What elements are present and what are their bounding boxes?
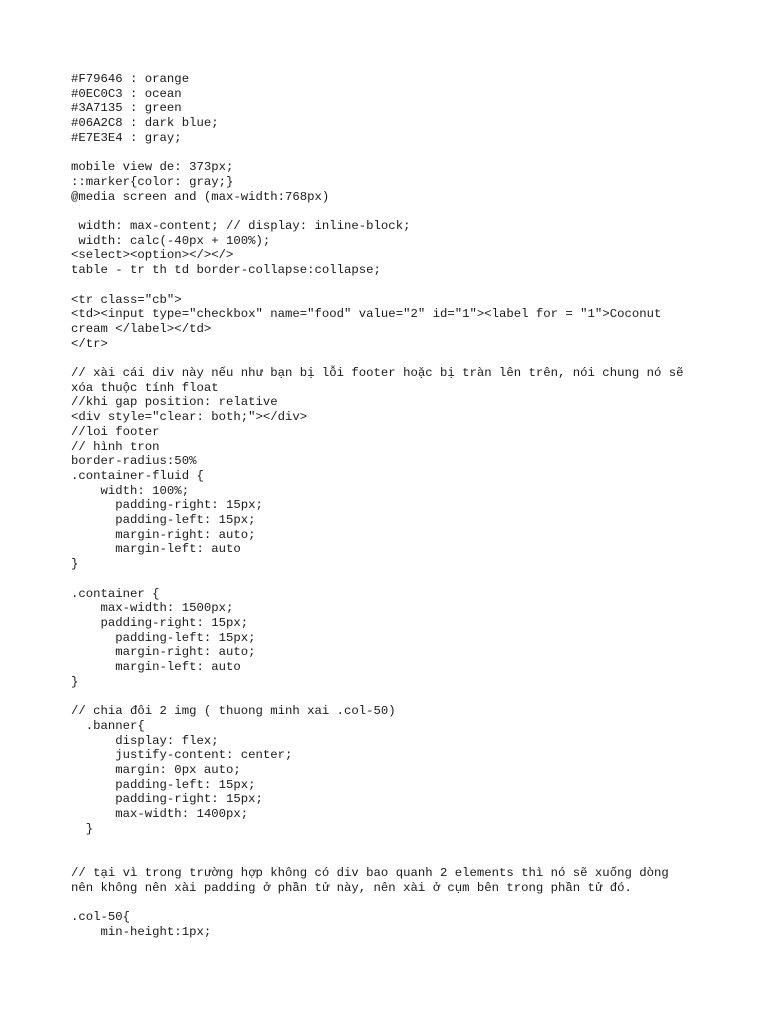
document-line: padding-left: 15px;: [71, 513, 256, 528]
document-line: display: flex;: [71, 733, 219, 748]
document-line: #F79646 : orange: [71, 72, 190, 86]
document-line: [71, 689, 711, 704]
document-line: //khi gap position: relative: [71, 395, 278, 410]
document-line: #3A7135 : green: [71, 101, 182, 116]
document-line: #E7E3E4 : gray;: [71, 130, 182, 145]
document-line: // tại vì trong trường hợp không có div bao quanh 2 elements thì nó sẽ xuống dòng: [71, 865, 669, 880]
document-line: .col-50{: [71, 909, 131, 924]
document-line: // xài cái div này nếu như bạn bị lỗi footer hoặc bị tràn lên trên, nói chung nó sẽ: [71, 366, 684, 380]
document-line: [71, 204, 711, 219]
document-line: margin-left: auto: [71, 542, 241, 557]
document-line: //loi footer: [71, 424, 160, 439]
document-line: #0EC0C3 : ocean: [71, 86, 182, 101]
document-line: .container {: [71, 586, 160, 601]
document-line: [71, 895, 711, 910]
document-line: width: max-content; // display: inline-block;: [71, 219, 411, 233]
document-line: margin-right: auto;: [71, 527, 256, 542]
document-line: padding-left: 15px;: [71, 777, 256, 792]
document-line: <select><option></></>: [71, 248, 234, 263]
document-text: [71, 72, 711, 939]
document-line: padding-right: 15px;: [71, 792, 263, 807]
document-line: .container-fluid {: [71, 468, 204, 483]
document-line: #06A2C8 : dark blue;: [71, 116, 219, 131]
document-line: .banner{: [71, 718, 145, 733]
document-line: // hình tron: [71, 439, 160, 454]
document-line: cream </label></td>: [71, 321, 212, 336]
document-line: margin-right: auto;: [71, 645, 256, 660]
document-line: padding-right: 15px;: [71, 498, 263, 513]
document-line: [71, 278, 711, 293]
document-line: xóa thuộc tính float: [71, 380, 219, 395]
document-line: [71, 851, 711, 866]
document-line: justify-content: center;: [71, 748, 293, 763]
document-line: @media screen and (max-width:768px): [71, 189, 330, 204]
document-line: ::marker{color: gray;}: [71, 174, 234, 189]
document-line: width: calc(-40px + 100%);: [71, 233, 271, 248]
document-line: table - tr th td border-collapse:collapse;: [71, 263, 381, 278]
document-line: margin-left: auto: [71, 660, 241, 675]
document-line: }: [71, 674, 79, 689]
document-line: padding-left: 15px;: [71, 630, 256, 645]
document-line: padding-right: 15px;: [71, 615, 249, 630]
document-line: mobile view de: 373px;: [71, 160, 234, 175]
document-line: max-width: 1500px;: [71, 601, 234, 616]
document-line: margin: 0px auto;: [71, 762, 241, 777]
document-line: <td><input type="checkbox" name="food" value="2" id="1"><label for = "1">Coconut: [71, 307, 662, 322]
document-line: }: [71, 821, 94, 836]
document-line: }: [71, 557, 79, 572]
document-line: width: 100%;: [71, 483, 190, 498]
document-line: [71, 146, 711, 161]
document-line: border-radius:50%: [71, 454, 197, 469]
document-line: [71, 836, 711, 851]
document-line: [71, 572, 711, 587]
document-line: min-height:1px;: [71, 924, 212, 939]
document-line: <tr class="cb">: [71, 292, 182, 307]
document-line: [71, 351, 711, 366]
document-line: nên không nên xài padding ở phần tử này, nên xài ở cụm bên trong phần tử đó.: [71, 880, 632, 895]
document-line: <div style="clear: both;"></div>: [71, 410, 308, 425]
document-line: </tr>: [71, 336, 108, 351]
document-line: // chia đôi 2 img ( thuong minh xai .col-50): [71, 704, 396, 719]
document-line: max-width: 1400px;: [71, 807, 249, 822]
